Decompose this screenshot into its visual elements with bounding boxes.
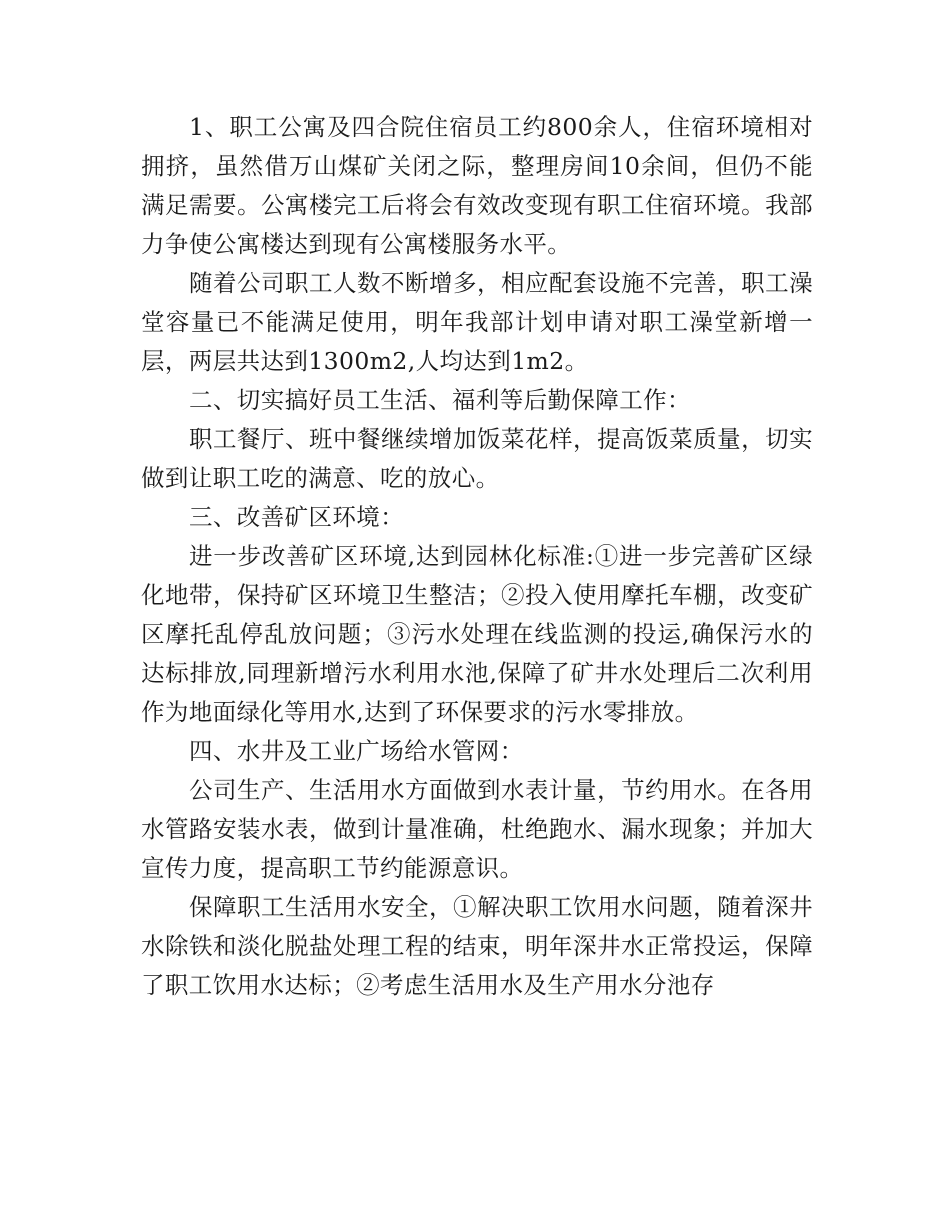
paragraph-canteen: 职工餐厅、班中餐继续增加饭菜花样，提高饭菜质量，切实做到让职工吃的满意、吃的放心。	[141, 425, 813, 492]
heading-mine-environment: 三、改善矿区环境：	[189, 503, 405, 531]
paragraph-staff-dormitory: 1、职工公寓及四合院住宿员工约800余人，住宿环境相对拥挤，虽然借万山煤矿关闭之际，整理房间10余间，但仍不能满足需要。公寓楼完工后将会有效改变现有职工住宿环境。我部力争使公寓楼达到现有公寓楼服务水平。	[141, 113, 813, 258]
heading-water-supply: 四、水井及工业广场给水管网：	[189, 737, 524, 765]
heading-logistics-support: 二、切实搞好员工生活、福利等后勤保障工作：	[189, 386, 691, 414]
paragraph-bathhouse: 随着公司职工人数不断增多，相应配套设施不完善，职工澡堂容量已不能满足使用，明年我部计划申请对职工澡堂新增一层，两层共达到1300m2,人均达到1m2。	[141, 269, 813, 375]
paragraph-mine-environment: 进一步改善矿区环境,达到园林化标准:①进一步完善矿区绿化地带，保持矿区环境卫生整洁；②投入使用摩托车棚，改变矿区摩托乱停乱放问题；③污水处理在线监测的投运,确保污水的达标排放,同理新增污水利用水池,保障了矿井水处理后二次利用作为地面绿化等用水,达到了环保要求的污水零排放。	[141, 542, 813, 726]
paragraph-water-metering: 公司生产、生活用水方面做到水表计量，节约用水。在各用水管路安装水表，做到计量准确，杜绝跑水、漏水现象；并加大宣传力度，提高职工节约能源意识。	[141, 776, 813, 882]
paragraph-water-safety: 保障职工生活用水安全，①解决职工饮用水问题，随着深井水除铁和淡化脱盐处理工程的结束，明年深井水正常投运，保障了职工饮用水达标；②考虑生活用水及生产用水分池存	[141, 893, 813, 999]
document-page	[141, 108, 813, 1005]
